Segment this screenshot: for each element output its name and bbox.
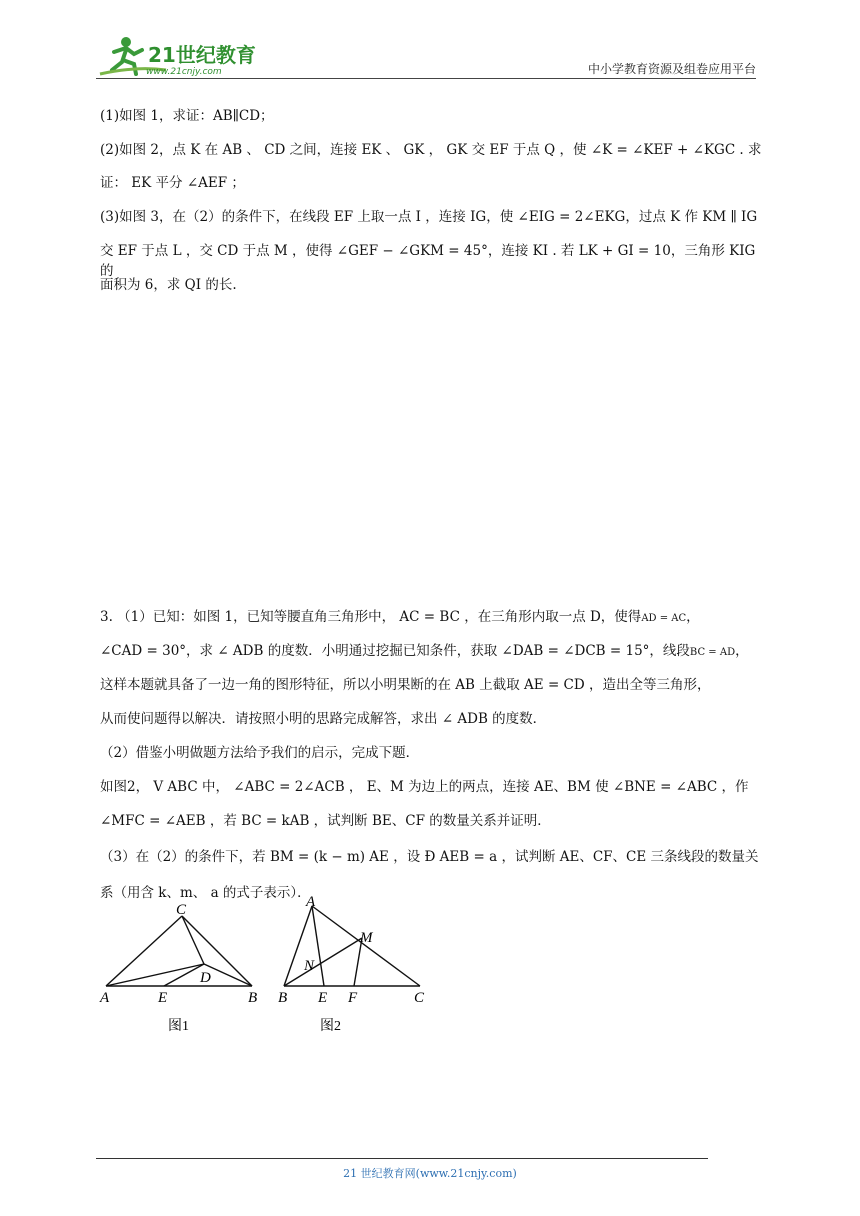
- q3-line1-formula: AD = AC: [641, 613, 687, 624]
- q3-line1-text: 3. （1）已知：如图 1，已知等腰直角三角形中， AC = BC ，在三角形内取一点 D，使得: [100, 609, 642, 625]
- fig1-label-b: B: [248, 990, 258, 1006]
- q3-line2-end: ，: [735, 643, 749, 659]
- figure-1: [96, 898, 266, 1038]
- fig2-label-m: M: [360, 930, 373, 946]
- footer-link[interactable]: 21 世纪教育网(www.21cnjy.com): [343, 1167, 517, 1180]
- q2-part2-line2: 证： EK 平分 ∠AEF ；: [100, 175, 245, 191]
- fig1-label-c: C: [176, 902, 187, 918]
- figure-2: [270, 892, 430, 1038]
- q2-part3-line1: (3)如图 3，在（2）的条件下，在线段 EF 上取一点 I ，连接 IG，使 ∠EIG = 2∠EKG，过点 K 作 KM ∥ IG: [100, 209, 758, 225]
- q3-line9: 系（用含 k、m、 a 的式子表示）．: [100, 885, 311, 901]
- logo-graphic: [96, 30, 266, 82]
- fig2-label-a: A: [306, 894, 316, 910]
- q3-line2-text: ∠CAD = 30°，求 ∠ ADB 的度数．小明通过挖掘已知条件，获取 ∠DAB = ∠DCB = 15°，线段: [100, 643, 690, 659]
- logo-text: 21世纪教育: [148, 43, 256, 67]
- q3-line1-end: ，: [686, 609, 700, 625]
- logo-url: www.21cnjy.com: [146, 67, 222, 77]
- header-divider: [96, 78, 756, 79]
- footer-divider: [96, 1158, 708, 1159]
- q2-part3-line3: 面积为 6，求 QI 的长.: [100, 277, 237, 293]
- q3-line1: [100, 607, 764, 629]
- fig1-label-a: A: [100, 990, 110, 1006]
- header-platform-name: 中小学教育资源及组卷应用平台: [587, 62, 756, 76]
- fig1-label-e: E: [158, 990, 168, 1006]
- q2-part1: (1)如图 1，求证：AB∥CD；: [100, 108, 274, 124]
- q3-line3: 这样本题就具备了一边一角的图形特征，所以小明果断的在 AB 上截取 AE = CD ，造出全等三角形，: [100, 677, 711, 693]
- fig2-label-f: F: [348, 990, 358, 1006]
- fig2-label-c: C: [414, 990, 425, 1006]
- q3-line7: ∠MFC = ∠AEB ，若 BC = kAB ，试判断 BE、CF 的数量关系并证明．: [100, 813, 551, 829]
- q3-line8: （3）在（2）的条件下，若 BM = (k − m) AE ，设 Ð AEB = a ，试判断 AE、CF、CE 三条线段的数量关: [100, 849, 759, 865]
- q2-part3-line2: 交 EF 于点 L ，交 CD 于点 M ，使得 ∠GEF − ∠GKM = 45°，连接 KI . 若 LK + GI = 10，三角形 KIG 的: [100, 243, 756, 279]
- q3-line4: 从而使问题得以解决．请按照小明的思路完成解答，求出 ∠ ADB 的度数．: [100, 711, 547, 727]
- q3-line6: 如图2， V ABC 中， ∠ABC = 2∠ACB ， E、M 为边上的两点，连接 AE、BM 使 ∠BNE = ∠ABC ，作: [100, 779, 749, 795]
- q3-line2: [100, 641, 764, 663]
- fig2-caption: 图2: [320, 1019, 341, 1034]
- site-logo: [96, 30, 266, 82]
- fig1-caption: 图1: [168, 1019, 189, 1034]
- q2-part2-line1: (2)如图 2，点 K 在 AB 、 CD 之间，连接 EK 、 GK ， GK 交 EF 于点 Q ，使 ∠K = ∠KEF + ∠KGC . 求: [100, 142, 762, 158]
- fig2-label-b: B: [278, 990, 288, 1006]
- fig2-label-n: N: [304, 958, 315, 974]
- q3-line5: （2）借鉴小明做题方法给予我们的启示，完成下题．: [100, 745, 420, 761]
- fig2-label-e: E: [318, 990, 328, 1006]
- fig1-label-d: D: [200, 970, 211, 986]
- q3-line2-formula: BC = AD: [689, 647, 736, 658]
